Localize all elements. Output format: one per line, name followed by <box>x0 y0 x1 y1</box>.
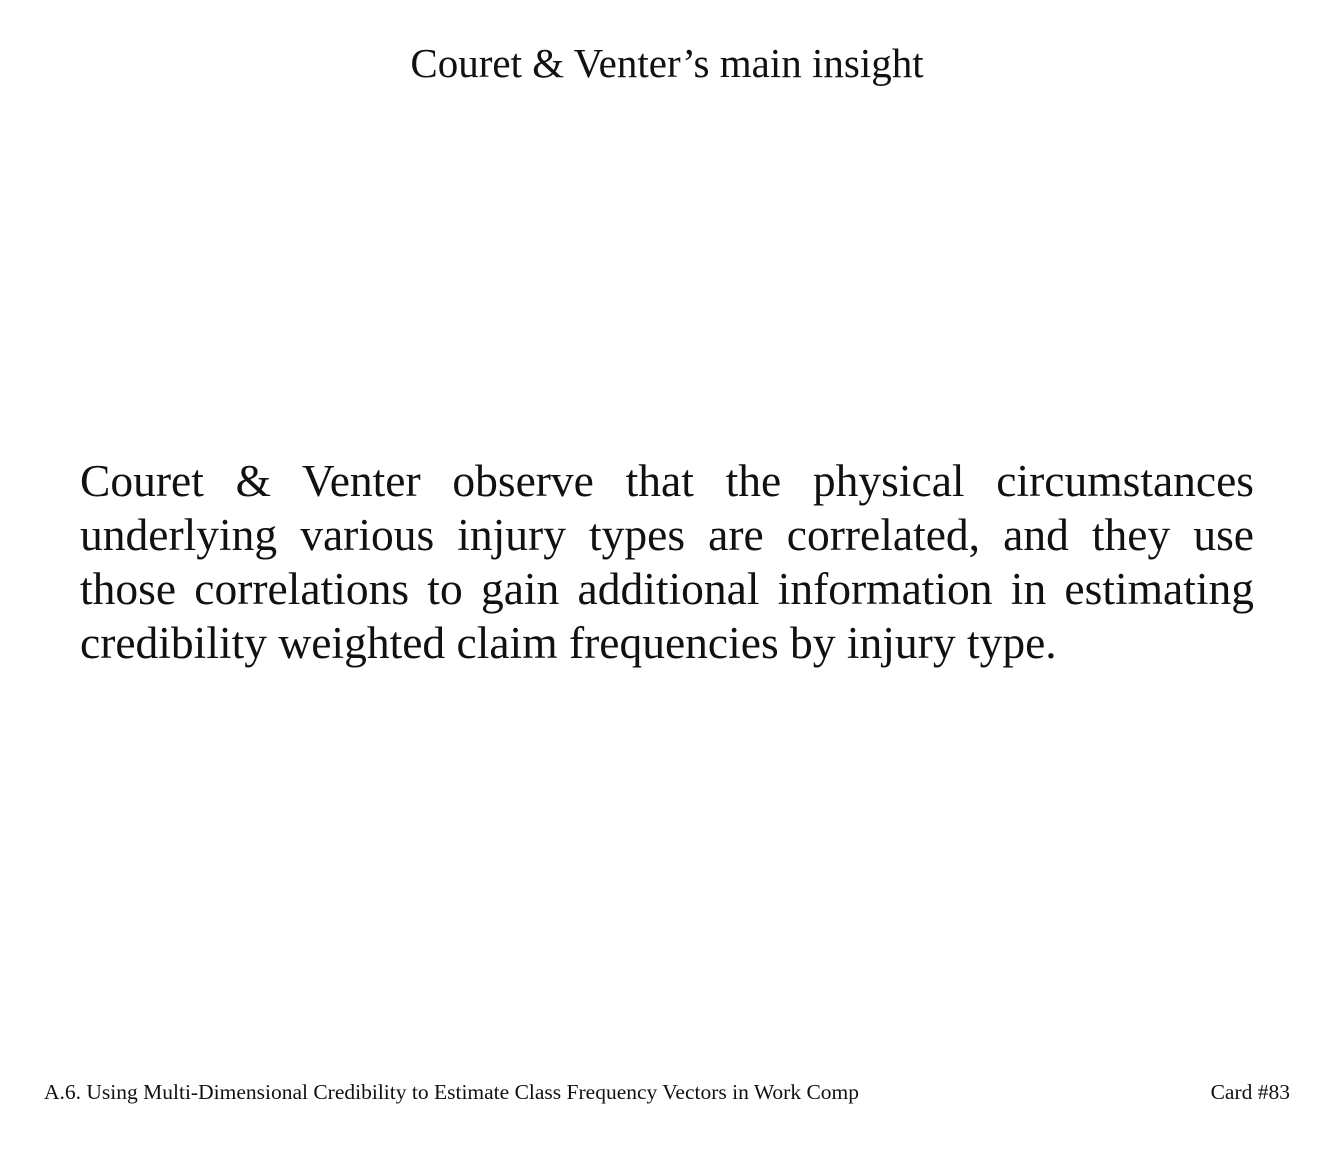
card-body-text: Couret & Venter observe that the physical circumstances underlying various injury types are correlated, and they use those correlations to gain additional information in estimating credibility weighted claim frequencies by injury type. <box>80 455 1254 668</box>
footer-card-number: Card #83 <box>1210 1080 1290 1104</box>
footer-section-label: A.6. Using Multi-Dimensional Credibility to Estimate Class Frequency Vectors in Work Comp <box>44 1080 860 1104</box>
card-title: Couret & Venter’s main insight <box>410 40 924 86</box>
